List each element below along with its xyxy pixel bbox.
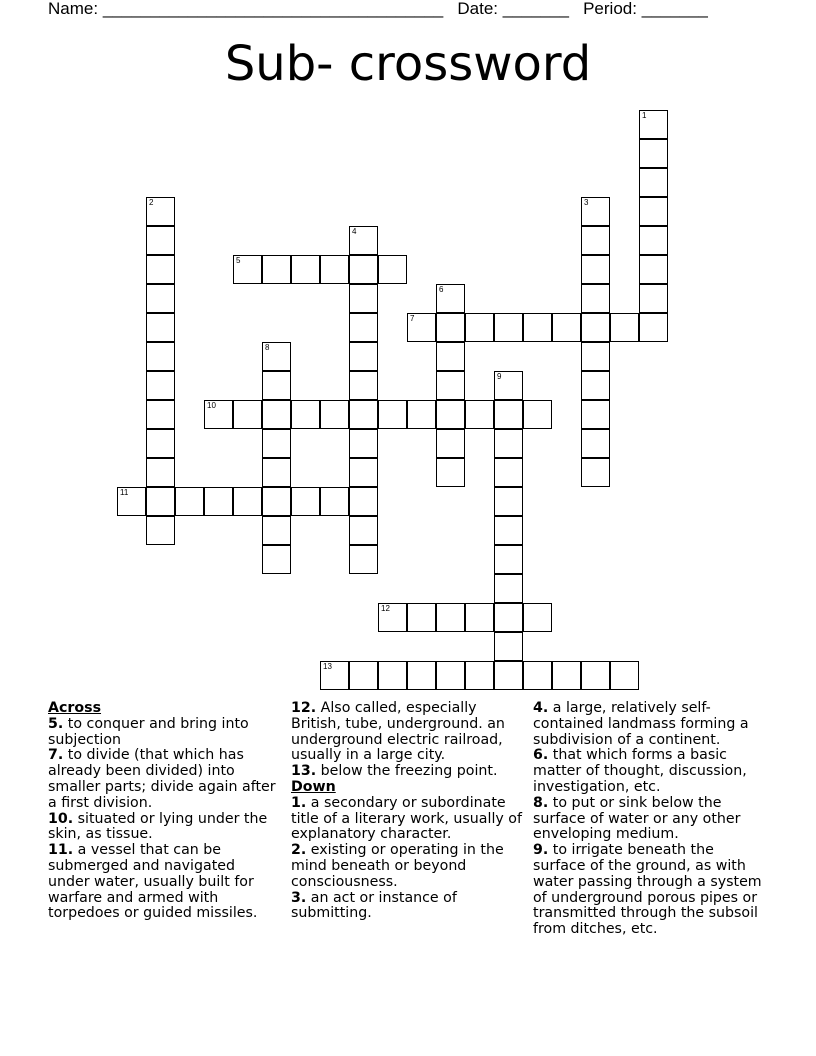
grid-cell[interactable] [320,487,349,516]
cell-number: 4 [352,227,357,236]
grid-cell[interactable] [494,458,523,487]
grid-cell[interactable] [639,313,668,342]
grid-cell[interactable] [146,516,175,545]
grid-cell[interactable] [146,255,175,284]
grid-cell[interactable] [581,371,610,400]
grid-cell[interactable] [320,661,349,690]
grid-cell[interactable] [204,400,233,429]
grid-cell[interactable] [639,110,668,139]
grid-cell[interactable] [262,255,291,284]
grid-cell[interactable] [233,255,262,284]
clue-number: 1. [291,794,307,811]
grid-cell[interactable] [146,226,175,255]
cell-number: 5 [236,256,241,265]
grid-cell[interactable] [494,313,523,342]
name-field[interactable]: ____________________________________ [102,0,444,18]
grid-cell[interactable] [262,545,291,574]
clue-across-10 [48,812,280,844]
grid-cell[interactable] [523,603,552,632]
grid-cell[interactable] [233,487,262,516]
grid-cell[interactable] [349,284,378,313]
cell-number: 9 [497,372,502,381]
down-heading: Down [291,778,336,795]
clue-down-8 [533,796,765,843]
grid-cell[interactable] [581,458,610,487]
clue-number: 13. [291,763,317,780]
grid-cell[interactable] [494,574,523,603]
grid-cell[interactable] [494,371,523,400]
grid-cell[interactable] [610,313,639,342]
period-label: Period: [583,0,637,18]
grid-cell[interactable] [262,400,291,429]
grid-cell[interactable] [262,429,291,458]
grid-cell[interactable] [523,313,552,342]
clue-down-9 [533,843,765,938]
clue-number: 8. [533,794,549,811]
grid-cell[interactable] [378,400,407,429]
cell-number: 7 [410,314,415,323]
clue-across-5 [48,717,280,749]
grid-cell[interactable] [349,313,378,342]
grid-cell[interactable] [436,371,465,400]
clue-text: a secondary or subordinate title of a literary work, usually of explanatory character. [291,794,522,843]
clue-number: 6. [533,747,549,764]
name-label: Name: [48,0,99,18]
cell-number: 13 [323,662,332,671]
clue-text: Also called, especially British, tube, underground. an underground electric railroad, usually in a large city. [291,700,505,764]
grid-cell[interactable] [262,342,291,371]
grid-cell[interactable] [639,197,668,226]
grid-cell[interactable] [639,226,668,255]
grid-cell[interactable] [146,487,175,516]
grid-cell[interactable] [378,661,407,690]
clues-column-2 [291,701,523,922]
header-fields [48,0,748,21]
cell-number: 12 [381,604,390,613]
grid-cell[interactable] [146,313,175,342]
clue-across-13 [291,764,523,780]
grid-cell[interactable] [581,226,610,255]
grid-cell[interactable] [204,487,233,516]
grid-cell[interactable] [581,197,610,226]
grid-cell[interactable] [407,661,436,690]
clue-text: an act or instance of submitting. [291,889,457,922]
grid-cell[interactable] [552,313,581,342]
cell-number: 2 [149,198,154,207]
grid-cell[interactable] [494,400,523,429]
clue-number: 7. [48,747,64,764]
cell-number: 3 [584,198,589,207]
grid-cell[interactable] [349,255,378,284]
date-label: Date: [457,0,498,18]
grid-cell[interactable] [465,400,494,429]
clue-text: to put or sink below the surface of water or any other enveloping medium. [533,794,741,843]
grid-cell[interactable] [320,400,349,429]
clue-number: 11. [48,842,74,859]
grid-cell[interactable] [436,284,465,313]
grid-cell[interactable] [175,487,204,516]
grid-cell[interactable] [494,603,523,632]
grid-cell[interactable] [436,661,465,690]
grid-cell[interactable] [639,284,668,313]
grid-cell[interactable] [581,313,610,342]
grid-cell[interactable] [436,313,465,342]
clue-down-1 [291,796,523,843]
clue-across-12 [291,701,523,764]
grid-cell[interactable] [494,429,523,458]
grid-cell[interactable] [349,545,378,574]
grid-cell[interactable] [494,545,523,574]
grid-cell[interactable] [581,400,610,429]
grid-cell[interactable] [436,429,465,458]
clue-text: below the freezing point. [316,763,498,780]
grid-cell[interactable] [407,400,436,429]
grid-cell[interactable] [465,603,494,632]
grid-cell[interactable] [436,603,465,632]
grid-cell[interactable] [146,342,175,371]
grid-cell[interactable] [494,632,523,661]
grid-cell[interactable] [639,255,668,284]
clue-across-7 [48,748,280,811]
grid-cell[interactable] [407,313,436,342]
clue-down-4 [533,701,765,748]
grid-cell[interactable] [552,661,581,690]
clue-down-3 [291,891,523,923]
grid-cell[interactable] [494,661,523,690]
grid-cell[interactable] [610,661,639,690]
grid-cell[interactable] [349,458,378,487]
grid-cell[interactable] [436,342,465,371]
grid-cell[interactable] [349,400,378,429]
clue-text: to conquer and bring into subjection [48,715,249,748]
clue-text: existing or operating in the mind beneath or beyond consciousness. [291,842,504,890]
grid-cell[interactable] [146,400,175,429]
grid-cell[interactable] [581,342,610,371]
grid-cell[interactable] [262,458,291,487]
grid-cell[interactable] [146,197,175,226]
cell-number: 8 [265,343,270,352]
grid-cell[interactable] [581,661,610,690]
grid-cell[interactable] [349,487,378,516]
clue-number: 4. [533,700,549,716]
grid-cell[interactable] [233,400,262,429]
clue-number: 2. [291,842,307,859]
cell-number: 6 [439,285,444,294]
clue-number: 5. [48,715,64,732]
period-field[interactable]: _______ [641,0,708,18]
grid-cell[interactable] [465,661,494,690]
grid-cell[interactable] [349,371,378,400]
clue-text: to divide (that which has already been divided) into smaller parts; divide again after a first division. [48,747,276,811]
cell-number: 10 [207,401,216,410]
grid-cell[interactable] [639,168,668,197]
grid-cell[interactable] [291,487,320,516]
grid-cell[interactable] [146,371,175,400]
across-heading: Across [48,700,102,716]
clue-number: 10. [48,810,74,827]
clue-text: a large, relatively self-contained landmass forming a subdivision of a continent. [533,700,749,748]
grid-cell[interactable] [436,400,465,429]
grid-cell[interactable] [349,226,378,255]
grid-cell[interactable] [262,487,291,516]
grid-cell[interactable] [523,661,552,690]
cell-number: 11 [120,488,129,497]
clue-text: to irrigate beneath the surface of the ground, as with water passing through a system of underground porous pipes or transmitted through the subsoil from ditches, etc. [533,842,762,938]
grid-cell[interactable] [117,487,146,516]
grid-cell[interactable] [349,342,378,371]
clues-column-1 [48,701,280,922]
cell-number: 1 [642,111,647,120]
grid-cell[interactable] [465,313,494,342]
grid-cell[interactable] [581,429,610,458]
grid-cell[interactable] [378,255,407,284]
grid-cell[interactable] [146,429,175,458]
grid-cell[interactable] [291,255,320,284]
clue-text: a vessel that can be submerged and navigated under water, usually built for warfare and armed with torpedoes or guided missiles. [48,842,258,922]
clue-number: 12. [291,700,317,716]
grid-cell[interactable] [320,255,349,284]
grid-cell[interactable] [349,661,378,690]
grid-cell[interactable] [407,603,436,632]
clue-text: situated or lying under the skin, as tissue. [48,810,268,843]
grid-cell[interactable] [436,458,465,487]
clue-text: that which forms a basic matter of thought, discussion, investigation, etc. [533,747,747,795]
clue-number: 3. [291,889,307,906]
clue-across-11 [48,843,280,922]
clue-down-2 [291,843,523,890]
grid-cell[interactable] [494,516,523,545]
grid-cell[interactable] [349,516,378,545]
grid-cell[interactable] [639,139,668,168]
grid-cell[interactable] [291,400,320,429]
grid-cell[interactable] [494,487,523,516]
page-title: Sub- crossword [224,36,592,92]
grid-cell[interactable] [262,516,291,545]
clue-number: 9. [533,842,549,859]
grid-cell[interactable] [146,458,175,487]
grid-cell[interactable] [378,603,407,632]
grid-cell[interactable] [146,284,175,313]
grid-cell[interactable] [349,429,378,458]
grid-cell[interactable] [581,284,610,313]
grid-cell[interactable] [523,400,552,429]
grid-cell[interactable] [262,371,291,400]
date-field[interactable]: _______ [502,0,569,18]
clue-down-6 [533,748,765,795]
grid-cell[interactable] [581,255,610,284]
clues-column-3 [533,701,765,938]
